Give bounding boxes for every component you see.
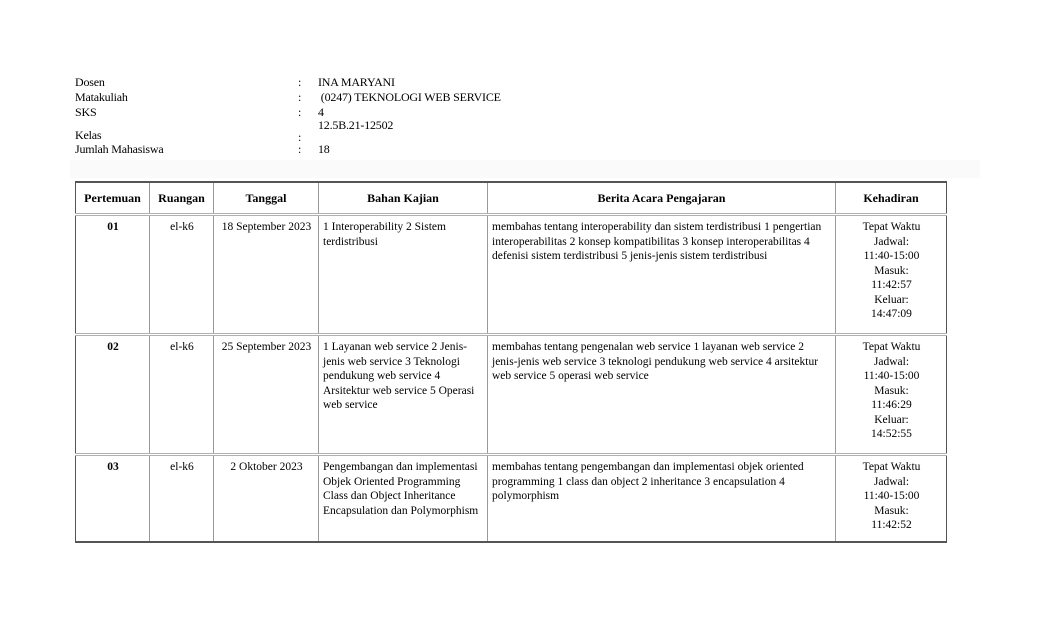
table-row xyxy=(76,215,947,335)
masuk-label: Masuk: xyxy=(874,384,909,397)
header-bahan-kajian: Bahan Kajian xyxy=(319,182,488,215)
jadwal-value: 11:40-15:00 xyxy=(863,490,920,502)
cell-tanggal: 25 September 2023 xyxy=(214,335,319,455)
cell-pertemuan: 01 xyxy=(76,215,150,335)
keluar-value: 14:52:55 xyxy=(871,428,912,440)
jadwal-label: Jadwal: xyxy=(873,475,910,488)
colon: : xyxy=(298,130,302,144)
cell-pertemuan: 02 xyxy=(76,335,150,455)
header-kehadiran: Kehadiran xyxy=(836,182,947,215)
matakuliah-label: Matakuliah xyxy=(75,90,128,104)
cell-berita-acara: membahas tentang interoperability dan sistem terdistribusi 1 pengertian interoperabilitas 2 konsep kompatibilitas 3 konsep interoperabilitas 4 defenisi sistem terdistribusi 5 jenis-jenis sistem terdistribusi xyxy=(488,215,836,335)
cell-ruangan: el-k6 xyxy=(150,215,214,335)
kehadiran-status: Tepat Waktu xyxy=(862,461,921,473)
masuk-value: 11:42:52 xyxy=(871,519,912,531)
colon: : xyxy=(298,75,302,89)
table-row xyxy=(76,335,947,455)
header-tanggal: Tanggal xyxy=(214,182,319,215)
cell-kehadiran xyxy=(836,335,947,455)
cell-tanggal: 18 September 2023 xyxy=(214,215,319,335)
table-header-row xyxy=(76,182,947,215)
jumlah-value: 18 xyxy=(318,142,330,156)
colon: : xyxy=(298,142,302,156)
kehadiran-status: Tepat Waktu xyxy=(862,221,921,233)
masuk-value: 11:46:29 xyxy=(871,399,912,411)
cell-kehadiran xyxy=(836,455,947,543)
cell-bahan-kajian: Pengembangan dan implementasi Objek Oriented Programming Class dan Object Inheritance Encapsulation dan Polymorphism xyxy=(319,455,488,543)
jadwal-value: 11:40-15:00 xyxy=(863,250,920,262)
cell-pertemuan: 03 xyxy=(76,455,150,543)
masuk-label: Masuk: xyxy=(874,504,909,517)
jadwal-value: 11:40-15:00 xyxy=(863,370,920,382)
header-ruangan: Ruangan xyxy=(150,182,214,215)
cell-tanggal: 2 Oktober 2023 xyxy=(214,455,319,543)
kehadiran-status: Tepat Waktu xyxy=(862,341,921,353)
colon: : xyxy=(298,90,302,104)
cell-ruangan: el-k6 xyxy=(150,335,214,455)
cell-berita-acara: membahas tentang pengenalan web service 1 layanan web service 2 jenis-jenis web service 3 teknologi pendukung web service 4 arsitektur web service 5 operasi web service xyxy=(488,335,836,455)
keluar-label: Keluar: xyxy=(874,293,909,306)
header-pertemuan: Pertemuan xyxy=(76,182,150,215)
cell-bahan-kajian: 1 Interoperability 2 Sistem terdistribusi xyxy=(319,215,488,335)
cell-kehadiran xyxy=(836,215,947,335)
table-row xyxy=(76,455,947,543)
sks-value: 4 xyxy=(318,105,324,119)
dosen-value: INA MARYANI xyxy=(318,75,395,89)
matakuliah-value: (0247) TEKNOLOGI WEB SERVICE xyxy=(318,90,501,104)
kelas-label: Kelas xyxy=(75,128,102,142)
cell-ruangan: el-k6 xyxy=(150,455,214,543)
jumlah-label: Jumlah Mahasiswa xyxy=(75,142,164,156)
keluar-value: 14:47:09 xyxy=(871,308,912,320)
jadwal-label: Jadwal: xyxy=(873,355,910,368)
header-berita-acara: Berita Acara Pengajaran xyxy=(488,182,836,215)
dosen-label: Dosen xyxy=(75,75,105,89)
masuk-label: Masuk: xyxy=(874,264,909,277)
cell-berita-acara: membahas tentang pengembangan dan implementasi objek oriented programming 1 class dan object 2 inheritance 3 encapsulation 4 polymorphism xyxy=(488,455,836,543)
jadwal-label: Jadwal: xyxy=(873,235,910,248)
sks-label: SKS xyxy=(75,105,97,119)
attendance-table xyxy=(75,181,947,543)
separator-band xyxy=(70,160,980,178)
masuk-value: 11:42:57 xyxy=(871,279,912,291)
cell-bahan-kajian: 1 Layanan web service 2 Jenis-jenis web service 3 Teknologi pendukung web service 4 Arsitektur web service 5 Operasi web service xyxy=(319,335,488,455)
kelas-value: 12.5B.21-12502 xyxy=(318,118,394,132)
colon: : xyxy=(298,105,302,119)
keluar-label: Keluar: xyxy=(874,413,909,426)
